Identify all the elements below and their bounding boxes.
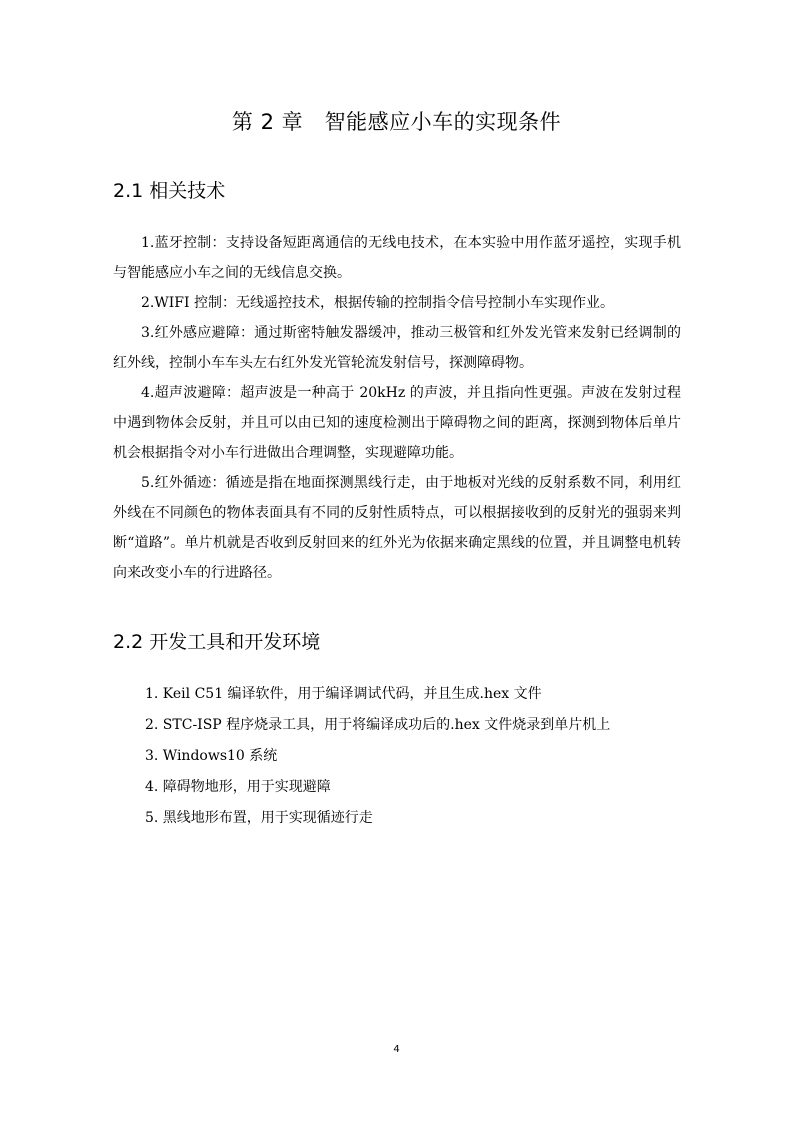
list-item: 3. Windows10 系统 — [145, 748, 278, 764]
paragraph-ultrasonic-avoidance: 4.超声波避障：超声波是一种高于 20kHz 的声波，并且指向性更强。声波在发射过程中遇到物体会反射，并且可以由已知的速度检测出于障碍物之间的距离，探测到物体后单片机会根据指令对小车行进做出合理调整，实现避障功能。 — [113, 385, 681, 461]
list-item: 1. Keil C51 编译软件，用于编译调试代码，并且生成.hex 文件 — [145, 686, 542, 702]
paragraph-infrared-avoidance: 3.红外感应避障：通过斯密特触发器缓冲，推动三极管和红外发光管来发射已经调制的红外线，控制小车车头左右红外发光管轮流发射信号，探测障碍物。 — [113, 325, 681, 371]
section-heading-dev-tools: 2.2 开发工具和开发环境 — [113, 631, 321, 653]
list-item: 2. STC-ISP 程序烧录工具，用于将编译成功后的.hex 文件烧录到单片机上 — [145, 717, 611, 733]
page-number: 4 — [393, 1044, 400, 1055]
related-tech-paragraphs — [113, 228, 681, 588]
paragraph-bluetooth: 1.蓝牙控制：支持设备短距离通信的无线电技术，在本实验中用作蓝牙遥控，实现手机与智能感应小车之间的无线信息交换。 — [113, 235, 681, 281]
dev-tools-list — [145, 679, 685, 834]
list-item: 5. 黑线地形布置，用于实现循迹行走 — [145, 810, 373, 826]
chapter-title: 第 2 章 智能感应小车的实现条件 — [231, 110, 562, 134]
paragraph-wifi: 2.WIFI 控制：无线遥控技术，根据传输的控制指令信号控制小车实现作业。 — [141, 295, 614, 311]
list-item: 4. 障碍物地形，用于实现避障 — [145, 779, 331, 795]
paragraph-infrared-tracking: 5.红外循迹：循迹是指在地面探测黑线行走，由于地板对光线的反射系数不同，利用红外线在不同颜色的物体表面具有不同的反射性质特点，可以根据接收到的反射光的强弱来判断“道路”。单片机就是否收到反射回来的红外光为依据来确定黑线的位置，并且调整电机转向来改变小车的行进路径。 — [113, 475, 681, 581]
section-heading-related-tech: 2.1 相关技术 — [113, 180, 226, 202]
